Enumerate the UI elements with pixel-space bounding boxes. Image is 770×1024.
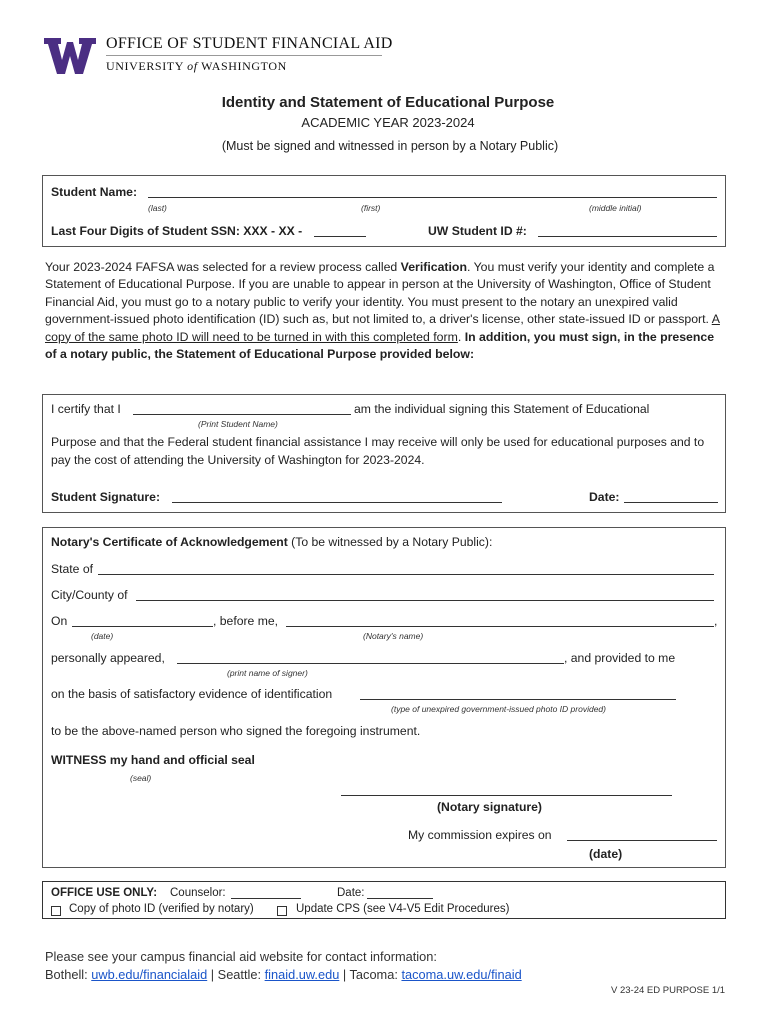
personally-appeared-label: personally appeared,: [51, 651, 165, 665]
id-type-hint: (type of unexpired government-issued photo ID provided): [391, 704, 606, 714]
notary-signature-field[interactable]: [341, 795, 672, 796]
notary-name-hint: (Notary's name): [363, 631, 424, 641]
before-me-label: , before me,: [213, 614, 279, 628]
checkbox-update-cps[interactable]: [277, 906, 287, 916]
tacoma-label: | Tacoma:: [339, 967, 402, 982]
basis-label: on the basis of satisfactory evidence of identification: [51, 687, 333, 701]
contact-info-line: Please see your campus financial aid website for contact information:: [45, 949, 437, 964]
print-student-name-field[interactable]: [133, 414, 351, 415]
check2-label: Update CPS (see V4-V5 Edit Procedures): [296, 903, 510, 915]
uwid-label: UW Student ID #:: [428, 224, 527, 238]
university-of: of: [187, 59, 198, 73]
page-title: Identity and Statement of Educational Purpose: [221, 94, 555, 111]
certify-body: Purpose and that the Federal student financial assistance I may receive will only be used for educational purposes and to pay the cost of attending the University of Washington for 2023-2024.: [51, 435, 705, 467]
city-label: City/County of: [51, 588, 128, 602]
state-field[interactable]: [98, 574, 714, 575]
witness-label: WITNESS my hand and official seal: [51, 753, 255, 767]
university-name: [106, 59, 287, 74]
commission-date-field[interactable]: [567, 840, 717, 841]
on-label: On: [51, 614, 68, 628]
above-named-text: to be the above-named person who signed the foregoing instrument.: [51, 724, 421, 738]
office-date-field[interactable]: [367, 898, 433, 899]
certify-pre: I certify that I: [51, 402, 121, 416]
bothell-label: Bothell:: [45, 967, 92, 982]
seal-hint: (seal): [130, 773, 152, 783]
counselor-field[interactable]: [231, 898, 301, 899]
intro-text-2: . You must verify your identity and complete a Statement of Educational Purpose. If you are unable to appear in person at the University of Washington, Office of Student Financial Aid, you must go to a notary public to verify your identity. You must present to the notary an unexpired valid government-issued photo identification (ID) such as, but not limited to, a driver's license, other state-issued ID or passport.: [45, 260, 715, 327]
ssn-label: Last Four Digits of Student SSN: XXX - XX -: [51, 224, 303, 238]
counselor-label: Counselor:: [170, 887, 226, 899]
student-signature-field[interactable]: [172, 502, 502, 503]
header-rule: [106, 55, 382, 56]
academic-year: ACADEMIC YEAR 2023-2024: [301, 115, 475, 130]
on-date-field[interactable]: [72, 626, 213, 627]
signer-hint: (print name of signer): [227, 668, 308, 678]
check1-label: Copy of photo ID (verified by notary): [69, 903, 254, 915]
seattle-label: | Seattle:: [207, 967, 265, 982]
office-date-label: Date:: [337, 887, 365, 899]
intro-text-3: .: [457, 329, 465, 344]
sign-instruction: In addition, you must sign, in the presence of a notary public, the Statement of Educational Purpose provided below:: [45, 329, 715, 362]
checkbox-photo-id[interactable]: [51, 906, 61, 916]
student-name-label: Student Name:: [51, 185, 137, 199]
notary-heading-rest: (To be witnessed by a Notary Public):: [287, 535, 493, 549]
version-label: V 23-24 ED PURPOSE 1/1: [611, 985, 726, 996]
campus-links: [45, 967, 522, 982]
first-hint: (first): [361, 203, 381, 213]
id-type-field[interactable]: [360, 699, 676, 700]
office-name: OFFICE OF STUDENT FINANCIAL AID: [106, 35, 393, 52]
uw-logo: [44, 38, 96, 74]
university-post: WASHINGTON: [201, 59, 287, 73]
university-pre: UNIVERSITY: [106, 59, 184, 73]
last-hint: (last): [148, 203, 167, 213]
notary-note: (Must be signed and witnessed in person by a Notary Public): [221, 139, 559, 153]
uwid-field[interactable]: [538, 236, 717, 237]
date-hint: (date): [91, 631, 114, 641]
verification-term: Verification: [400, 260, 467, 274]
state-label: State of: [51, 562, 94, 576]
middle-hint: (middle initial): [589, 203, 642, 213]
student-name-field[interactable]: [148, 197, 717, 198]
signer-name-field[interactable]: [177, 663, 564, 664]
notary-heading: [51, 535, 492, 549]
ssn-field[interactable]: [314, 236, 366, 237]
provided-label: , and provided to me: [564, 651, 676, 665]
student-date-label: Date:: [589, 490, 620, 504]
office-use-label: OFFICE USE ONLY:: [51, 887, 158, 899]
notary-heading-bold: Notary's Certificate of Acknowledgement: [51, 535, 288, 549]
seattle-link[interactable]: finaid.uw.edu: [264, 967, 340, 982]
intro-text-1: Your 2023-2024 FAFSA was selected for a review process called: [45, 260, 401, 274]
commission-date-label: (date): [589, 847, 623, 861]
student-date-field[interactable]: [624, 502, 718, 503]
student-signature-label: Student Signature:: [51, 490, 161, 504]
commission-label: My commission expires on: [408, 828, 552, 842]
city-field[interactable]: [136, 600, 714, 601]
notary-name-field[interactable]: [286, 626, 714, 627]
intro-paragraph: [45, 259, 725, 363]
print-name-hint: (Print Student Name): [198, 419, 278, 429]
trailing-comma: ,: [714, 614, 718, 628]
bothell-link[interactable]: uwb.edu/financialaid: [91, 967, 208, 982]
photo-id-note: A copy of the same photo ID will need to be turned in with this completed form: [45, 312, 720, 344]
certify-post: am the individual signing this Statement of Educational: [354, 402, 650, 416]
tacoma-link[interactable]: tacoma.uw.edu/finaid: [401, 967, 522, 982]
notary-signature-label: (Notary signature): [437, 800, 542, 814]
